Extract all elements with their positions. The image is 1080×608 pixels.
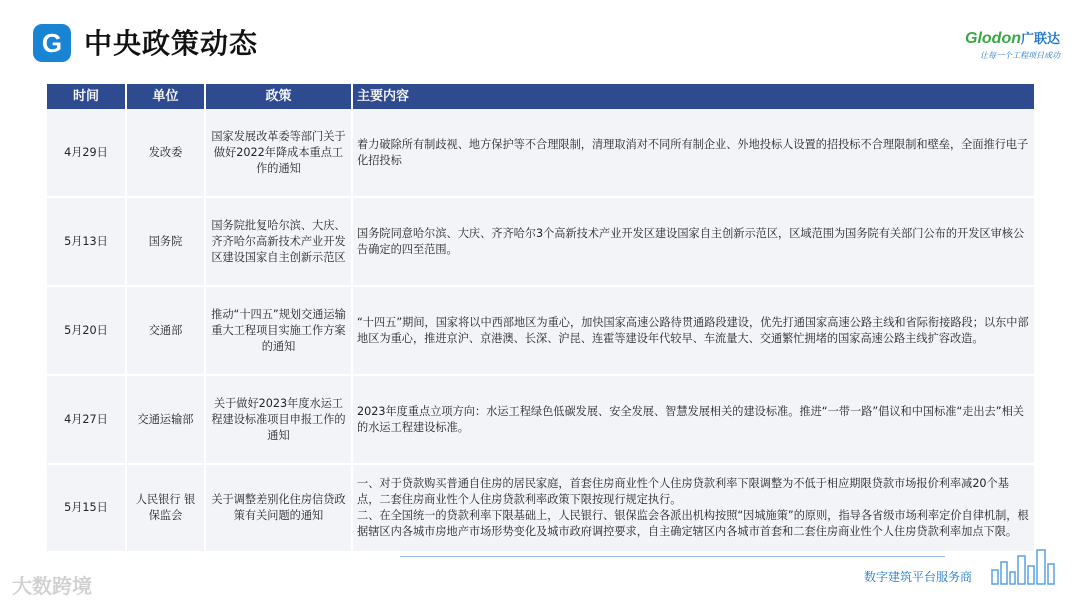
cell-content: 2023年度重点立项方向：水运工程绿色低碳发展、安全发展、智慧发展相关的建设标准。推进“一带一路”倡议和中国标准“走出去”相关的水运工程建设标准。 <box>352 375 1035 464</box>
policy-table <box>47 84 1036 553</box>
table-row <box>47 375 1035 464</box>
column-header-unit: 单位 <box>126 84 205 109</box>
cell-policy: 国务院批复哈尔滨、大庆、齐齐哈尔高新技术产业开发区建设国家自主创新示范区 <box>205 197 352 286</box>
brand-name: Glodon <box>965 30 1021 47</box>
table-row <box>47 286 1035 375</box>
cell-unit: 交通运输部 <box>126 375 205 464</box>
footer-label: 数字建筑平台服务商 <box>863 570 972 584</box>
cell-content: 国务院同意哈尔滨、大庆、齐齐哈尔3个高新技术产业开发区建设国家自主创新示范区，区域范围为国务院有关部门公布的开发区审核公告确定的四至范围。 <box>352 197 1035 286</box>
cell-time: 4月29日 <box>47 109 126 197</box>
cell-time: 5月20日 <box>47 286 126 375</box>
cell-unit: 人民银行 银保监会 <box>126 464 205 552</box>
app-logo-icon: G <box>33 24 71 62</box>
cell-policy: 关于调整差别化住房信贷政策有关问题的通知 <box>205 464 352 552</box>
brand-logo <box>965 28 1060 61</box>
brand-name-cn: 广联达 <box>1020 31 1060 46</box>
cell-content: 一、对于贷款购买普通自住房的居民家庭，首套住房商业性个人住房贷款利率下限调整为不低于相应期限贷款市场报价利率减20个基点，二套住房商业性个人住房贷款利率政策下限按现行规定执行。 二、在全国统一的贷款利率下限基础上，人民银行、银保监会各派出机构按照“因城施策”的原则，指导各省级市场利率定价自律机制，根据辖区内各城市房地产市场形势变化及城市政府调控要求，自主确定辖区内各城市首套和二套住房商业性个人住房贷款利率加点下限。 <box>352 464 1035 552</box>
watermark: 大数跨境 <box>12 574 92 598</box>
column-header-content: 主要内容 <box>352 84 1035 109</box>
cell-policy: 推动“十四五”规划交通运输重大工程项目实施工作方案的通知 <box>205 286 352 375</box>
cell-unit: 交通部 <box>126 286 205 375</box>
table-row <box>47 197 1035 286</box>
page-title: 中央政策动态 <box>84 27 259 60</box>
cell-unit: 国务院 <box>126 197 205 286</box>
cell-time: 5月15日 <box>47 464 126 552</box>
footer-divider <box>400 556 945 557</box>
cell-policy: 关于做好2023年度水运工程建设标准项目申报工作的通知 <box>205 375 352 464</box>
table-row <box>47 109 1035 197</box>
cell-content: 着力破除所有制歧视、地方保护等不合理限制，清理取消对不同所有制企业、外地投标人设置的招投标不合理限制和壁垒，全面推行电子化招投标 <box>352 109 1035 197</box>
cell-content: “十四五”期间，国家将以中西部地区为重心，加快国家高速公路待贯通路段建设，优先打通国家高速公路主线和省际衔接路段；以东中部地区为重心，推进京沪、京港澳、长深、沪昆、连霍等建设年代较早、车流量大、交通繁忙拥堵的国家高速公路主线扩容改造。 <box>352 286 1035 375</box>
table-row <box>47 464 1035 552</box>
table-header-row <box>47 84 1035 109</box>
city-skyline-icon <box>988 546 1058 588</box>
cell-unit: 发改委 <box>126 109 205 197</box>
cell-time: 4月27日 <box>47 375 126 464</box>
column-header-time: 时间 <box>47 84 126 109</box>
cell-policy: 国家发展改革委等部门关于做好2022年降成本重点工作的通知 <box>205 109 352 197</box>
cell-time: 5月13日 <box>47 197 126 286</box>
column-header-policy: 政策 <box>205 84 352 109</box>
brand-slogan: 让每一个工程项目成功 <box>980 51 1060 60</box>
